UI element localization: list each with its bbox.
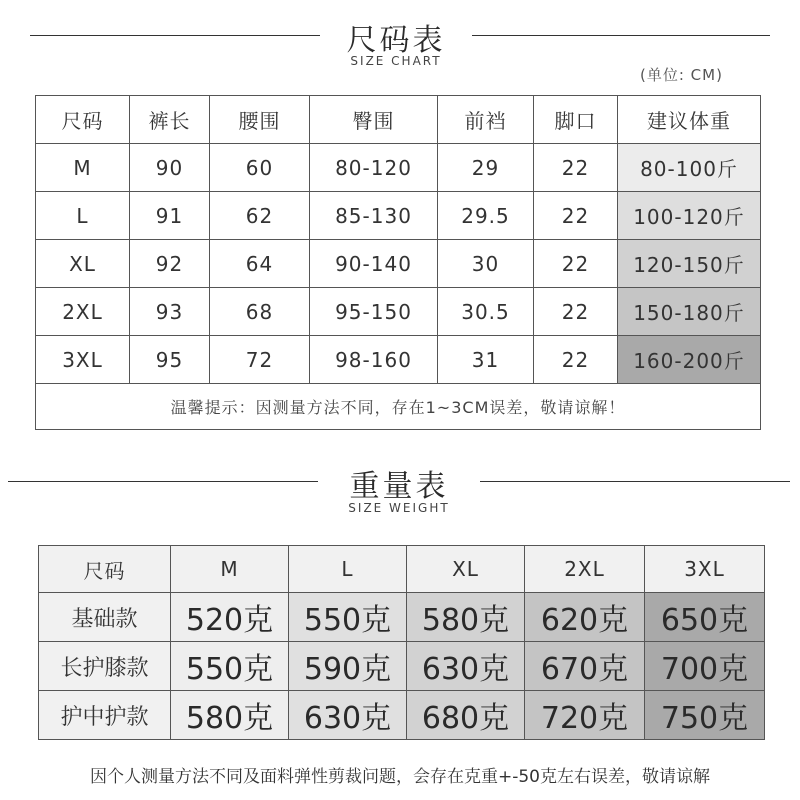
size-cell: 85-130 [310, 192, 438, 240]
weight-value-cell: 520克 [171, 593, 289, 642]
weight-value-cell: 670克 [525, 642, 645, 691]
weight-value-cell: 700克 [645, 642, 765, 691]
size-chart-subtitle: SIZE CHART [350, 54, 442, 68]
size-header-cell: 尺码 [36, 96, 130, 144]
size-cell: XL [36, 240, 130, 288]
recommended-weight-cell: 150-180斤 [618, 288, 761, 336]
size-cell: 80-120 [310, 144, 438, 192]
size-cell: 72 [210, 336, 310, 384]
size-row [36, 144, 761, 192]
size-cell: 62 [210, 192, 310, 240]
size-header-cell: 建议体重 [618, 96, 761, 144]
size-chart-title: 尺码表 [346, 23, 446, 58]
weight-row [39, 691, 765, 740]
recommended-weight-cell: 80-100斤 [618, 144, 761, 192]
size-cell: 95 [130, 336, 210, 384]
weight-header-cell: 尺码 [39, 546, 171, 593]
recommended-weight-cell: 160-200斤 [618, 336, 761, 384]
weight-value-cell: 750克 [645, 691, 765, 740]
weight-value-cell: 550克 [289, 593, 407, 642]
size-cell: M [36, 144, 130, 192]
size-cell: 31 [438, 336, 534, 384]
size-cell: 92 [130, 240, 210, 288]
size-title-left-line [30, 35, 320, 36]
size-cell: L [36, 192, 130, 240]
size-cell: 3XL [36, 336, 130, 384]
weight-row-label: 护中护款 [39, 691, 171, 740]
size-header-cell: 臀围 [310, 96, 438, 144]
weight-value-cell: 680克 [407, 691, 525, 740]
weight-value-cell: 620克 [525, 593, 645, 642]
size-cell: 98-160 [310, 336, 438, 384]
size-cell: 64 [210, 240, 310, 288]
size-cell: 30 [438, 240, 534, 288]
size-cell: 90-140 [310, 240, 438, 288]
weight-row [39, 593, 765, 642]
size-note-row [36, 384, 761, 430]
size-title-right-line [472, 35, 770, 36]
weight-row-label: 长护膝款 [39, 642, 171, 691]
size-cell: 22 [534, 336, 618, 384]
size-cell: 22 [534, 144, 618, 192]
size-chart-table [35, 95, 761, 430]
size-cell: 68 [210, 288, 310, 336]
weight-header-cell: M [171, 546, 289, 593]
size-row [36, 240, 761, 288]
recommended-weight-cell: 120-150斤 [618, 240, 761, 288]
size-cell: 91 [130, 192, 210, 240]
footer-note: 因个人测量方法不同及面料弹性剪裁问题，会存在克重+-50克左右误差，敬请谅解 [89, 767, 710, 787]
size-cell: 30.5 [438, 288, 534, 336]
weight-row [39, 642, 765, 691]
weight-value-cell: 650克 [645, 593, 765, 642]
size-cell: 22 [534, 240, 618, 288]
size-header-row [36, 96, 761, 144]
recommended-weight-cell: 100-120斤 [618, 192, 761, 240]
size-header-cell: 脚口 [534, 96, 618, 144]
weight-value-cell: 630克 [407, 642, 525, 691]
size-row [36, 192, 761, 240]
size-note: 温馨提示：因测量方法不同，存在1~3CM误差，敬请谅解！ [36, 384, 761, 430]
size-cell: 95-150 [310, 288, 438, 336]
size-cell: 90 [130, 144, 210, 192]
weight-value-cell: 580克 [171, 691, 289, 740]
size-cell: 2XL [36, 288, 130, 336]
weight-title-right-line [480, 481, 790, 482]
weight-value-cell: 590克 [289, 642, 407, 691]
weight-title-left-line [8, 481, 318, 482]
weight-header-cell: 2XL [525, 546, 645, 593]
weight-chart-title: 重量表 [349, 469, 449, 504]
weight-header-cell: 3XL [645, 546, 765, 593]
weight-value-cell: 580克 [407, 593, 525, 642]
weight-value-cell: 630克 [289, 691, 407, 740]
size-cell: 60 [210, 144, 310, 192]
weight-header-cell: XL [407, 546, 525, 593]
weight-value-cell: 720克 [525, 691, 645, 740]
size-header-cell: 裤长 [130, 96, 210, 144]
weight-header-cell: L [289, 546, 407, 593]
size-header-cell: 腰围 [210, 96, 310, 144]
weight-header-row [39, 546, 765, 593]
size-cell: 29 [438, 144, 534, 192]
weight-value-cell: 550克 [171, 642, 289, 691]
size-cell: 22 [534, 288, 618, 336]
unit-note: (单位: CM) [640, 66, 723, 84]
weight-chart-subtitle: SIZE WEIGHT [348, 501, 450, 515]
size-cell: 29.5 [438, 192, 534, 240]
size-cell: 93 [130, 288, 210, 336]
size-row [36, 336, 761, 384]
size-cell: 22 [534, 192, 618, 240]
size-row [36, 288, 761, 336]
weight-chart-table [38, 545, 765, 740]
size-header-cell: 前裆 [438, 96, 534, 144]
weight-row-label: 基础款 [39, 593, 171, 642]
